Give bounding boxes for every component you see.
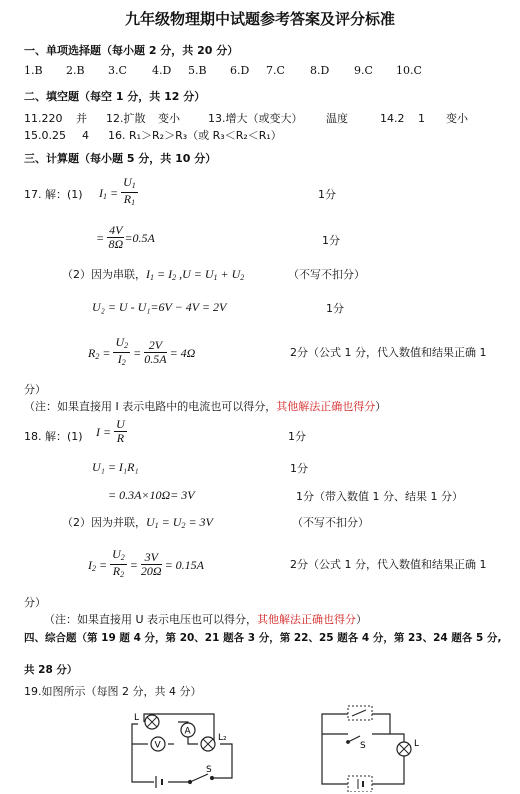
q17-r2: $R_2$ = $\frac{U_2}{I_2}$ = $\frac{2V}{0.5A}$ = 4Ω <box>88 335 196 367</box>
note-1-text: （注：如果直接用 I 表示电路中的电流也可以得分， <box>24 400 277 413</box>
q18-u1-value: = 0.3A×10Ω= 3V <box>108 488 195 502</box>
s2-row-1 <box>24 110 468 126</box>
answer-4: 4.D <box>152 64 172 77</box>
answer-10: 10.C <box>396 64 422 77</box>
q17-r2-score: 2分（公式 1 分，代入数值和结果正确 1 <box>290 346 487 359</box>
q17-part-2: （2）因为串联，$I_1 = I_2$ $,U = U_1 + U_2$ <box>62 267 245 282</box>
section-1-heading: 一、单项选择题（每小题 2 分，共 20 分） <box>24 44 239 57</box>
q17-score-3: 1分 <box>326 302 344 315</box>
fill-14b: 1 <box>418 112 425 125</box>
fill-15b: 4 <box>82 129 89 142</box>
lamp-icon <box>397 742 411 756</box>
fill-12b: 变小 <box>158 112 180 125</box>
q18-score-1: 1分 <box>288 430 306 443</box>
fill-11b: 并 <box>76 112 87 125</box>
q18-label: 18. 解：(1) <box>24 430 83 443</box>
circuit-figure-2 <box>318 704 428 792</box>
q18-i2-score: 2分（公式 1 分，代入数值和结果正确 1 <box>290 558 487 571</box>
dashed-battery-box-bottom <box>348 776 372 792</box>
note-2-text: （注：如果直接用 U 表示电压也可以得分， <box>44 613 258 626</box>
q17-i1-value: = $\frac{4V}{8\Omega}$ =0.5A <box>96 223 155 251</box>
answer-6: 6.D <box>230 64 250 77</box>
q18-part-2-note: （不写不扣分） <box>292 516 369 529</box>
fill-13b: 温度 <box>326 112 348 125</box>
fill-15: 15.0.25 <box>24 129 66 142</box>
fig1-label-l: L <box>134 713 140 723</box>
answer-8: 8.D <box>310 64 330 77</box>
q18-formula-i: I = $\frac{U}{R}$ <box>96 417 125 445</box>
q17-u2: U₂ = U - U₁=6V − 4V = 2V <box>92 300 227 314</box>
fig2-label-l: L <box>414 739 420 749</box>
fig2-label-s: S <box>360 741 366 751</box>
q19-text: 19.如图所示（每图 2 分，共 4 分） <box>24 685 202 698</box>
answer-2: 2.B <box>66 64 85 77</box>
q18-wrap: 分） <box>24 596 46 609</box>
fill-12: 12.扩散 <box>106 112 146 125</box>
section-4-heading: 四、综合题（第 19 题 4 分，第 20、21 题各 3 分，第 22、25 题各 4 分，第 23、24 题各 5 分, <box>24 632 502 644</box>
q18-part-2: （2）因为并联，$U_1 = U_2 = 3V$ <box>62 515 213 530</box>
fig1-label-s: S <box>206 765 212 775</box>
answer-3: 3.C <box>108 64 127 77</box>
q18-u1: U₁ = I₁R₁ <box>92 460 139 474</box>
note-1-red: 其他解法正确也得分 <box>276 400 376 413</box>
note-2 <box>44 611 367 627</box>
answer-1: 1.B <box>24 64 43 77</box>
fill-14c: 变小 <box>446 112 468 125</box>
fig1-label-a: A <box>184 726 191 737</box>
voltmeter-icon <box>151 737 165 751</box>
fig1-label-v: V <box>154 740 161 751</box>
q17-formula-i1: $I_1$ = $\frac{U_1}{R_1}$ <box>99 175 136 207</box>
lamp-l-icon <box>145 715 159 729</box>
ammeter-icon <box>181 723 195 737</box>
q17-score-2: 1分 <box>322 234 340 247</box>
page-title: 九年级物理期中试题参考答案及评分标准 <box>124 10 395 28</box>
q17-part-2-note: （不写不扣分） <box>288 268 365 281</box>
q18-score-2: 1分 <box>290 462 308 475</box>
fill-14: 14.2 <box>380 112 405 125</box>
section-3-heading: 三、计算题（每小题 5 分，共 10 分） <box>24 152 217 165</box>
s2-row-2 <box>24 127 282 143</box>
answer-7: 7.C <box>266 64 285 77</box>
note-1-end: ） <box>375 400 387 413</box>
circuit-figure-1 <box>124 702 244 792</box>
fig1-label-l2: L₂ <box>218 733 227 743</box>
q17-score-1: 1分 <box>318 188 336 201</box>
section-2-heading: 二、填空题（每空 1 分，共 12 分） <box>24 90 206 103</box>
q18-i2: $I_2$ = $\frac{U_2}{R_2}$ = $\frac{3V}{20\Omega}$ = 0.15A <box>88 547 205 579</box>
fill-16: 16. R₁＞R₂＞R₃（或 R₃＜R₂＜R₁） <box>108 129 282 142</box>
s1-answers-row <box>24 64 436 77</box>
lamp-l2-icon <box>201 737 215 751</box>
note-2-end: ） <box>356 613 368 626</box>
q17-wrap: 分） <box>24 383 46 396</box>
answer-9: 9.C <box>354 64 373 77</box>
fill-11: 11.220 <box>24 112 63 125</box>
note-2-red: 其他解法正确也得分 <box>257 613 357 626</box>
q18-score-3: 1分（带入数值 1 分、结果 1 分） <box>296 490 463 503</box>
fill-13: 13.增大（或变大） <box>208 112 303 125</box>
q17-label: 17. 解：(1) <box>24 188 83 201</box>
section-4-heading-cont: 共 28 分） <box>24 664 78 676</box>
answer-5: 5.B <box>188 64 207 77</box>
note-1 <box>24 398 386 414</box>
